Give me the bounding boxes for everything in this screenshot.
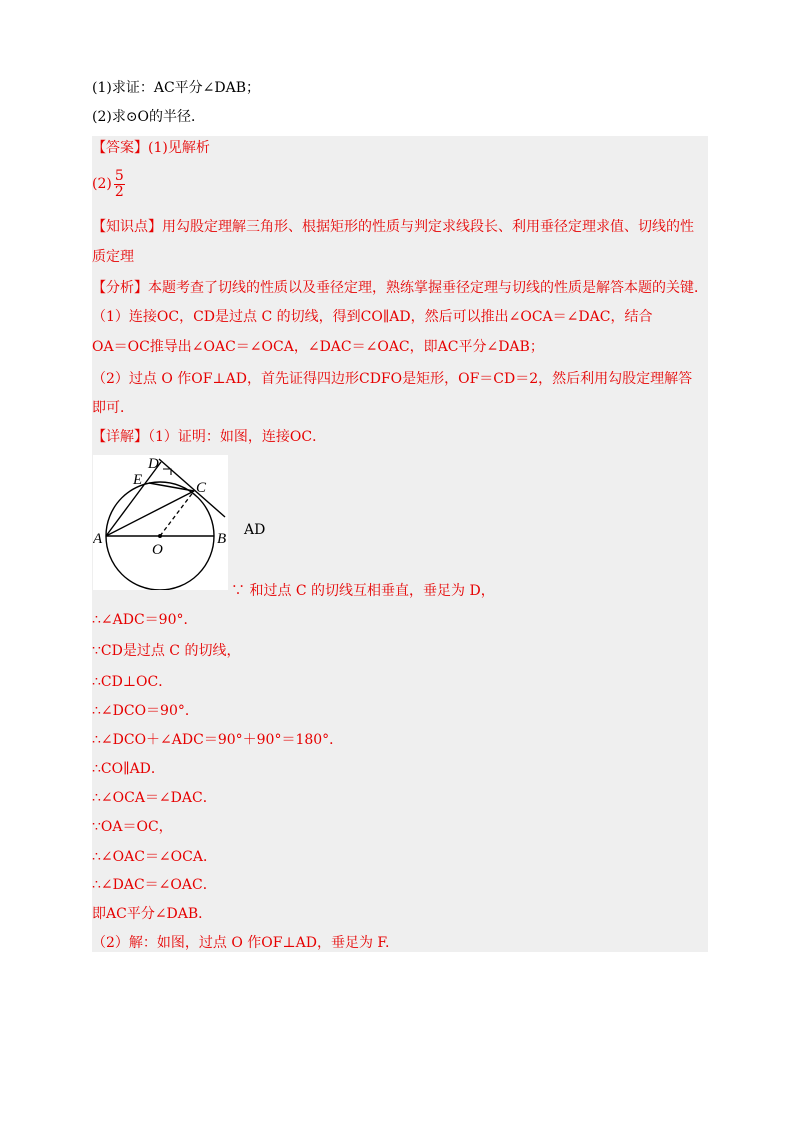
fraction-numerator: 5 <box>114 167 124 184</box>
answer-part1: (1)见解析 <box>148 140 210 156</box>
fraction-denominator: 2 <box>114 183 124 200</box>
answer-part2-prefix: (2) <box>92 176 112 192</box>
detail-line2: ∵ 和过点 C 的切线互相垂直，垂足为 D， <box>231 583 495 599</box>
figure-side-label: AD <box>244 522 266 538</box>
analysis-line5: 即可． <box>92 400 134 416</box>
step-9: ∴∠OAC＝∠OCA． <box>92 849 217 865</box>
question-part2: (2)求⊙O的半径． <box>92 109 206 125</box>
center-point <box>158 534 162 538</box>
answer-part2 <box>92 168 125 200</box>
circle-diagram <box>93 455 228 590</box>
label-d: D <box>148 456 159 472</box>
step-1: ∴∠ADC＝90°． <box>92 612 198 628</box>
geometry-figure <box>93 455 228 590</box>
label-o: O <box>152 542 163 558</box>
analysis-line3: OA＝OC推导出∠OAC＝∠OCA，∠DAC＝∠OAC，即AC平分∠DAB； <box>92 339 544 355</box>
step-4: ∴∠DCO＝90°． <box>92 703 199 719</box>
step-2: ∵CD是过点 C 的切线， <box>92 643 241 659</box>
step-12: （2）解：如图，过点 O 作OF⊥AD，垂足为 F. <box>92 935 390 951</box>
step-8: ∵OA＝OC， <box>92 819 173 835</box>
fraction <box>114 169 125 200</box>
right-angle-mark <box>163 469 171 475</box>
detail-line1: 【详解】（1）证明：如图，连接OC． <box>92 429 327 445</box>
step-5: ∴∠DCO＋∠ADC＝90°＋90°＝180°． <box>92 732 344 748</box>
label-a: A <box>93 531 103 547</box>
step-7: ∴∠OCA＝∠DAC． <box>92 790 217 806</box>
step-10: ∴∠DAC＝∠OAC． <box>92 877 217 893</box>
analysis-line2: （1）连接OC，CD是过点 C 的切线，得到CO∥AD，然后可以推出∠OCA＝∠DAC，结合 <box>92 309 653 325</box>
label-c: C <box>196 480 207 496</box>
label-b: B <box>217 531 227 547</box>
analysis-line1: 【分析】本题考查了切线的性质以及垂径定理，熟练掌握垂径定理与切线的性质是解答本题的关键． <box>92 280 708 296</box>
tangent-line <box>159 459 225 517</box>
question-part1: (1)求证：AC平分∠DAB； <box>92 80 261 96</box>
answer-label: 【答案】 <box>92 140 148 156</box>
answer-line <box>92 139 210 157</box>
step-3: ∴CD⊥OC． <box>92 674 173 690</box>
knowledge-line1: 【知识点】用勾股定理解三角形、根据矩形的性质与判定求线段长、利用垂径定理求值、切线的性 <box>92 219 694 235</box>
radius-oc <box>160 491 194 536</box>
step-11: 即AC平分∠DAB． <box>92 906 213 922</box>
label-e: E <box>133 472 143 488</box>
line-ac <box>106 491 194 536</box>
step-6: ∴CO∥AD． <box>92 761 165 777</box>
analysis-line4: （2）过点 O 作OF⊥AD，首先证得四边形CDFO是矩形，OF＝CD＝2，然后利用勾股定理解答 <box>92 371 693 387</box>
knowledge-line2: 质定理 <box>92 249 134 265</box>
